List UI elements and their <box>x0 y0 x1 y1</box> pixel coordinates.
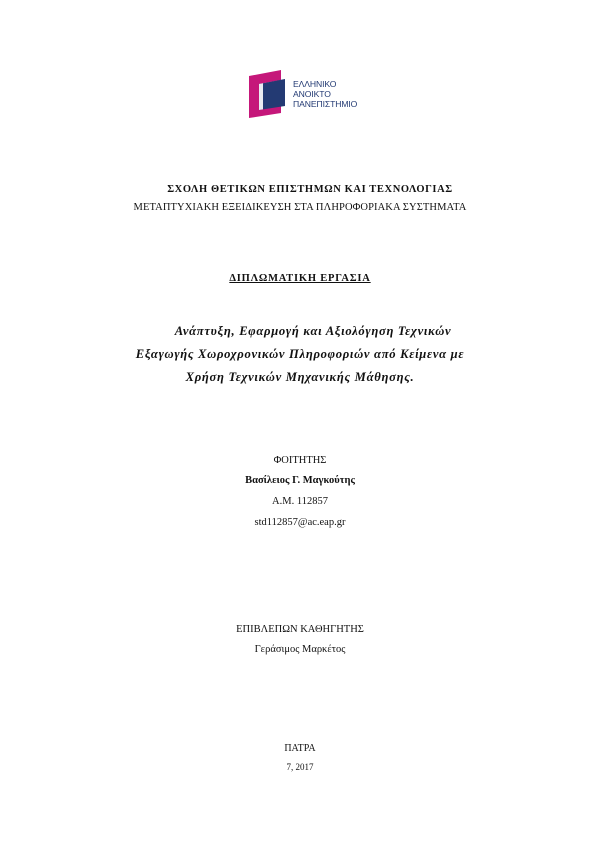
supervisor-name: Γεράσιμος Μαρκέτος <box>254 644 346 655</box>
logo-line-2: ΑΝΟΙΚΤΟ <box>293 89 331 100</box>
date: 7, 2017 <box>286 762 314 772</box>
thesis-label: ΔΙΠΛΩΜΑΤΙΚΗ ΕΡΓΑΣΙΑ <box>229 273 371 284</box>
thesis-title-line-3: Χρήση Τεχνικών Μηχανικής Μάθησης. <box>185 370 415 384</box>
program-name: ΜΕΤΑΠΤΥΧΙΑΚΗ ΕΞΕΙΔΙΚΕΥΣΗ ΣΤΑ ΠΛΗΡΟΦΟΡΙΑΚΑ ΣΥΣΤΗΜΑΤΑ <box>133 202 467 213</box>
student-label: ΦΟΙΤΗΤΗΣ <box>273 455 327 466</box>
student-email: std112857@ac.eap.gr <box>254 517 346 528</box>
thesis-title-line-2: Εξαγωγής Χωροχρονικών Πληροφοριών από Κείμενα με <box>135 347 465 361</box>
student-name: Βασίλειος Γ. Μαγκούτης <box>245 475 355 486</box>
supervisor-label: ΕΠΙΒΛΕΠΩΝ ΚΑΘΗΓΗΤΗΣ <box>236 624 364 635</box>
student-registration-number: Α.Μ. 112857 <box>272 496 328 507</box>
thesis-title-line-1: Ανάπτυξη, Εφαρμογή και Αξιολόγηση Τεχνικών <box>174 324 452 338</box>
logo-line-1: ΕΛΛΗΝΙΚΟ <box>293 79 337 89</box>
logo-line-3: ΠΑΝΕΠΙΣΤΗΜΙΟ <box>293 99 358 110</box>
university-logo <box>247 70 367 118</box>
logo-wordmark <box>293 79 357 110</box>
city: ΠΑΤΡΑ <box>284 743 316 754</box>
hou-logo-icon <box>247 70 291 118</box>
thesis-title <box>0 320 600 389</box>
school-name: ΣΧΟΛΗ ΘΕΤΙΚΩΝ ΕΠΙΣΤΗΜΩΝ ΚΑΙ ΤΕΧΝΟΛΟΓΙΑΣ <box>167 184 453 195</box>
